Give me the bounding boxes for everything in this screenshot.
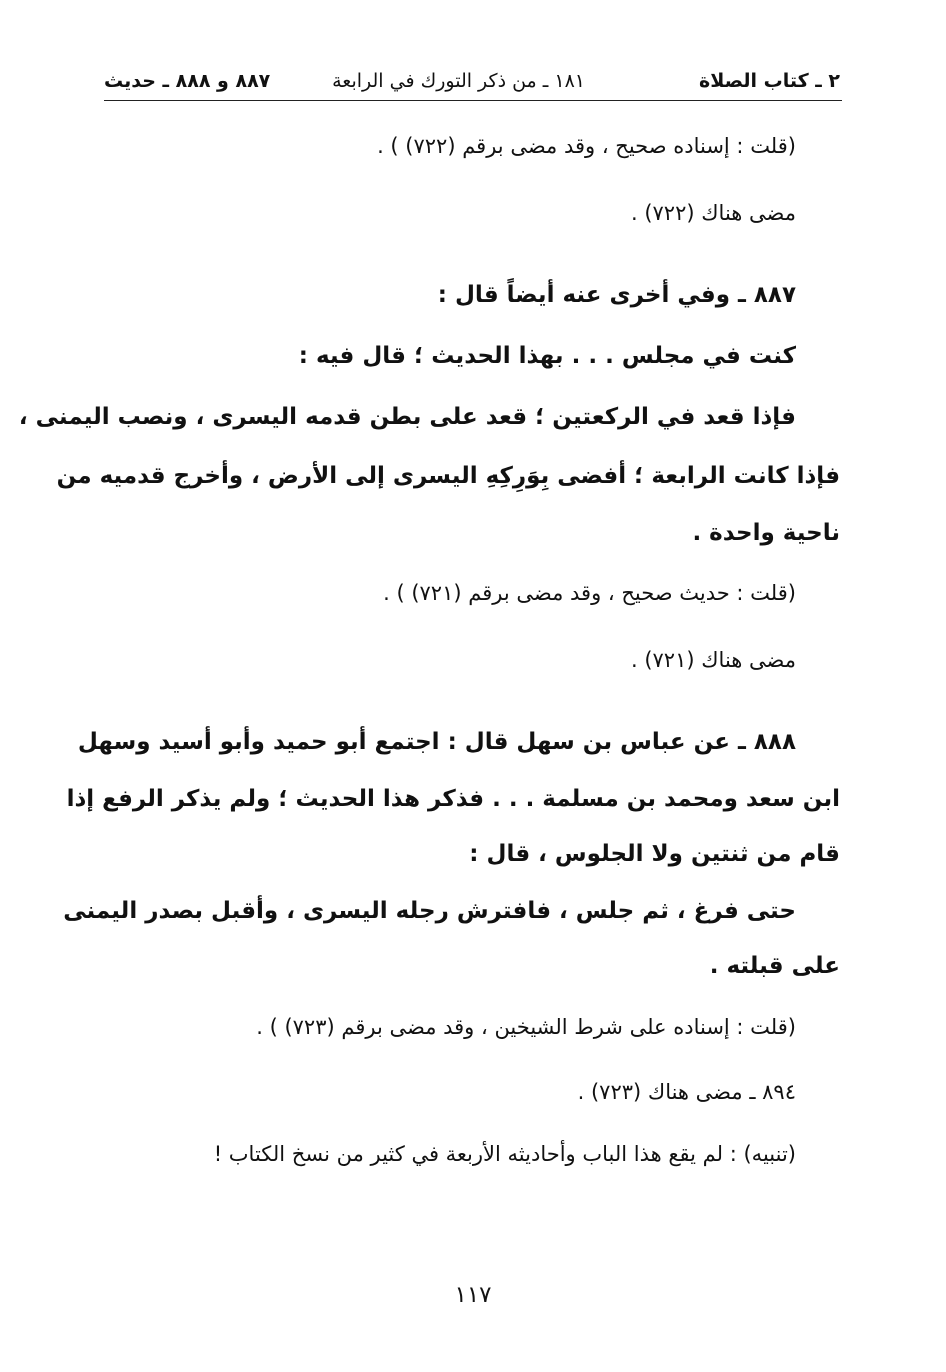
text-line: قام من ثنتين ولا الجلوس ، قال : <box>469 841 840 867</box>
text-line: مضى هناك (٧٢٢) . <box>630 201 796 225</box>
text-line: (قلت : إسناده على شرط الشيخين ، وقد مضى برقم (٧٢٣) ) . <box>256 1015 796 1039</box>
hadith-887-heading: ٨٨٧ ـ وفي أخرى عنه أيضاً قال : <box>437 282 796 308</box>
header-book-title: ٢ ـ كتاب الصلاة <box>699 70 840 92</box>
running-header <box>104 66 840 100</box>
text-line: على قبلته . <box>709 953 840 979</box>
text-line: (قلت : حديث صحيح ، وقد مضى برقم (٧٢١) ) . <box>383 581 796 605</box>
text-line: (قلت : إسناده صحيح ، وقد مضى برقم (٧٢٢) ) . <box>377 134 796 158</box>
header-hadith-range: ٨٨٧ و ٨٨٨ ـ حديث <box>104 70 271 92</box>
note-line: (تنبيه) : لم يقع هذا الباب وأحاديثه الأربعة في كثير من نسخ الكتاب ! <box>213 1142 796 1166</box>
text-line: كنت في مجلس . . . بهذا الحديث ؛ قال فيه : <box>298 343 796 369</box>
header-chapter-title: ١٨١ ـ من ذكر التورك في الرابعة <box>332 70 585 92</box>
page-number: ١١٧ <box>454 1282 492 1308</box>
text-line: فإذا كانت الرابعة ؛ أفضى بِوَرِكِهِ اليسرى إلى الأرض ، وأخرج قدميه من <box>56 463 840 489</box>
text-line: ٨٩٤ ـ مضى هناك (٧٢٣) . <box>577 1080 796 1104</box>
text-line: مضى هناك (٧٢١) . <box>630 648 796 672</box>
hadith-888-heading: ٨٨٨ ـ عن عباس بن سهل قال : اجتمع أبو حميد وأبو أسيد وسهل <box>77 729 796 755</box>
text-line: ابن سعد ومحمد بن مسلمة . . . فذكر هذا الحديث ؛ ولم يذكر الرفع إذا <box>66 786 840 812</box>
text-line: حتى فرغ ، ثم جلس ، فافترش رجله اليسرى ، وأقبل بصدر اليمنى <box>63 898 796 924</box>
header-divider <box>104 100 842 101</box>
text-line: ناحية واحدة . <box>692 520 840 546</box>
text-line: فإذا قعد في الركعتين ؛ قعد على بطن قدمه اليسرى ، ونصب اليمنى ، <box>18 404 796 430</box>
